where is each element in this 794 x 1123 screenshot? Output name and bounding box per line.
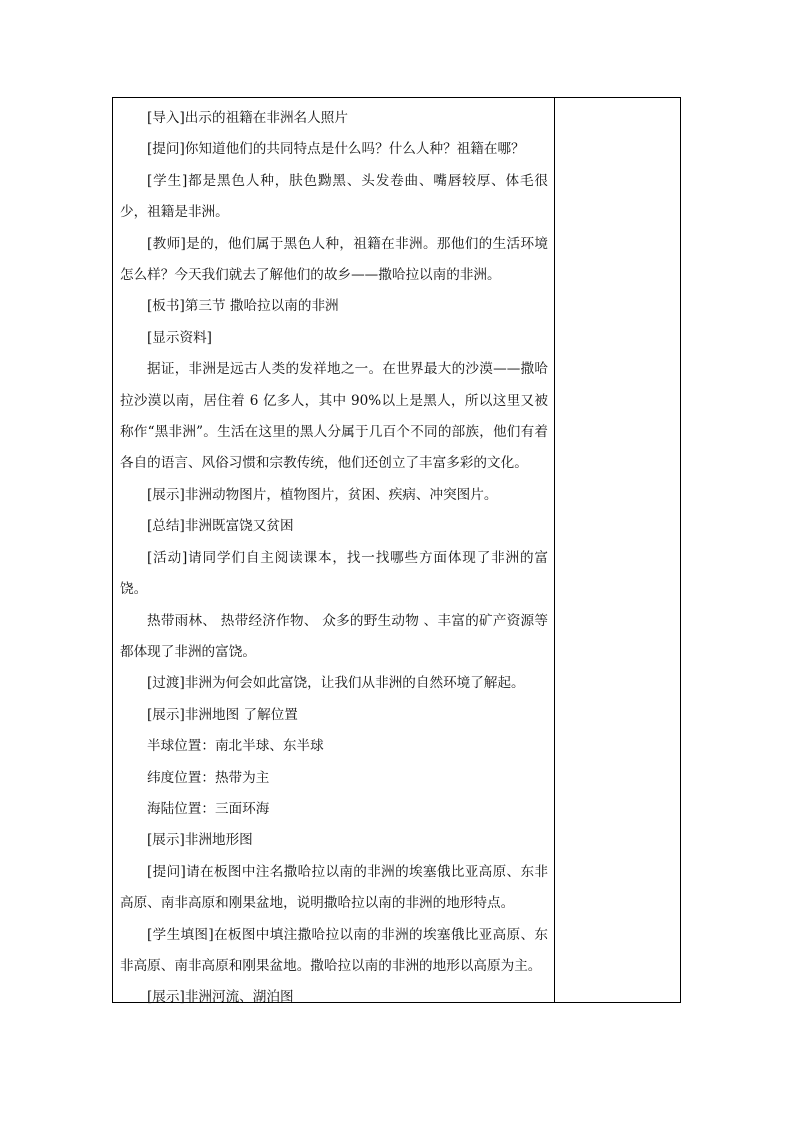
- para-show-pictures: [展示]非洲动物图片，植物图片，贫困、疾病、冲突图片。: [147, 486, 498, 503]
- para-show-material: [显示资料]: [147, 329, 212, 346]
- para-show-rivers: [展示]非洲河流、湖泊图: [147, 989, 294, 1006]
- notes-cell: [555, 98, 680, 1002]
- para-sea-land: 海陆位置：三面环海: [147, 800, 270, 817]
- para-transition: [过渡]非洲为何会如此富饶，让我们从非洲的自然环境了解起。: [147, 675, 525, 692]
- lesson-table: [112, 97, 681, 1006]
- para-hemisphere: 半球位置：南北半球、东半球: [147, 738, 324, 755]
- para-question-terrain: [提问]请在板图中注名撒哈拉以南的非洲的埃塞俄比亚高原、东非高原、南非高原和刚果盆地，说明撒哈拉以南的非洲的地形特点。: [120, 863, 548, 912]
- para-board-title: [板书]第三节 撒哈拉以南的非洲: [147, 298, 339, 315]
- para-student-fill: [学生填图]在板图中填注撒哈拉以南的非洲的埃塞俄比亚高原、东非高原、南非高原和刚果盆地。撒哈拉以南的非洲的地形以高原为主。: [120, 926, 548, 974]
- para-intro: [导入]出示的祖籍在非洲名人照片: [147, 110, 348, 126]
- para-question: [提问]你知道他们的共同特点是什么吗？什么人种？祖籍在哪？: [147, 141, 525, 158]
- para-teacher: [教师]是的，他们属于黑色人种，祖籍在非洲。那他们的生活环境怎么样？今天我们就去了解他们的故乡——撒哈拉以南的非洲。: [120, 235, 548, 284]
- para-wealth: 热带雨林、 热带经济作物、 众多的野生动物 、丰富的矿产资源等都体现了非洲的富饶。: [120, 612, 548, 660]
- lesson-content-cell: [113, 98, 554, 1006]
- para-material-text: 据证，非洲是远古人类的发祥地之一。在世界最大的沙漠——撒哈拉沙漠以南，居住着 6 亿多人，其中 90%以上是黑人，所以这里又被称作“黑非洲”。生活在这里的黑人分属于几百个不同的部族，他们有着各自的语言、风俗习惯和宗教传统，他们还创立了丰富多彩的文化。: [120, 361, 548, 472]
- para-show-map: [展示]非洲地图 了解位置: [147, 706, 298, 723]
- para-student-answer: [学生]都是黑色人种，肤色黝黑、头发卷曲、嘴唇较厚、体毛很少，祖籍是非洲。: [120, 172, 548, 221]
- para-activity: [活动]请同学们自主阅读课本，找一找哪些方面体现了非洲的富饶。: [120, 549, 548, 598]
- para-show-terrain: [展示]非洲地形图: [147, 832, 253, 849]
- para-latitude: 纬度位置：热带为主: [147, 769, 270, 786]
- para-summary: [总结]非洲既富饶又贫困: [147, 518, 294, 535]
